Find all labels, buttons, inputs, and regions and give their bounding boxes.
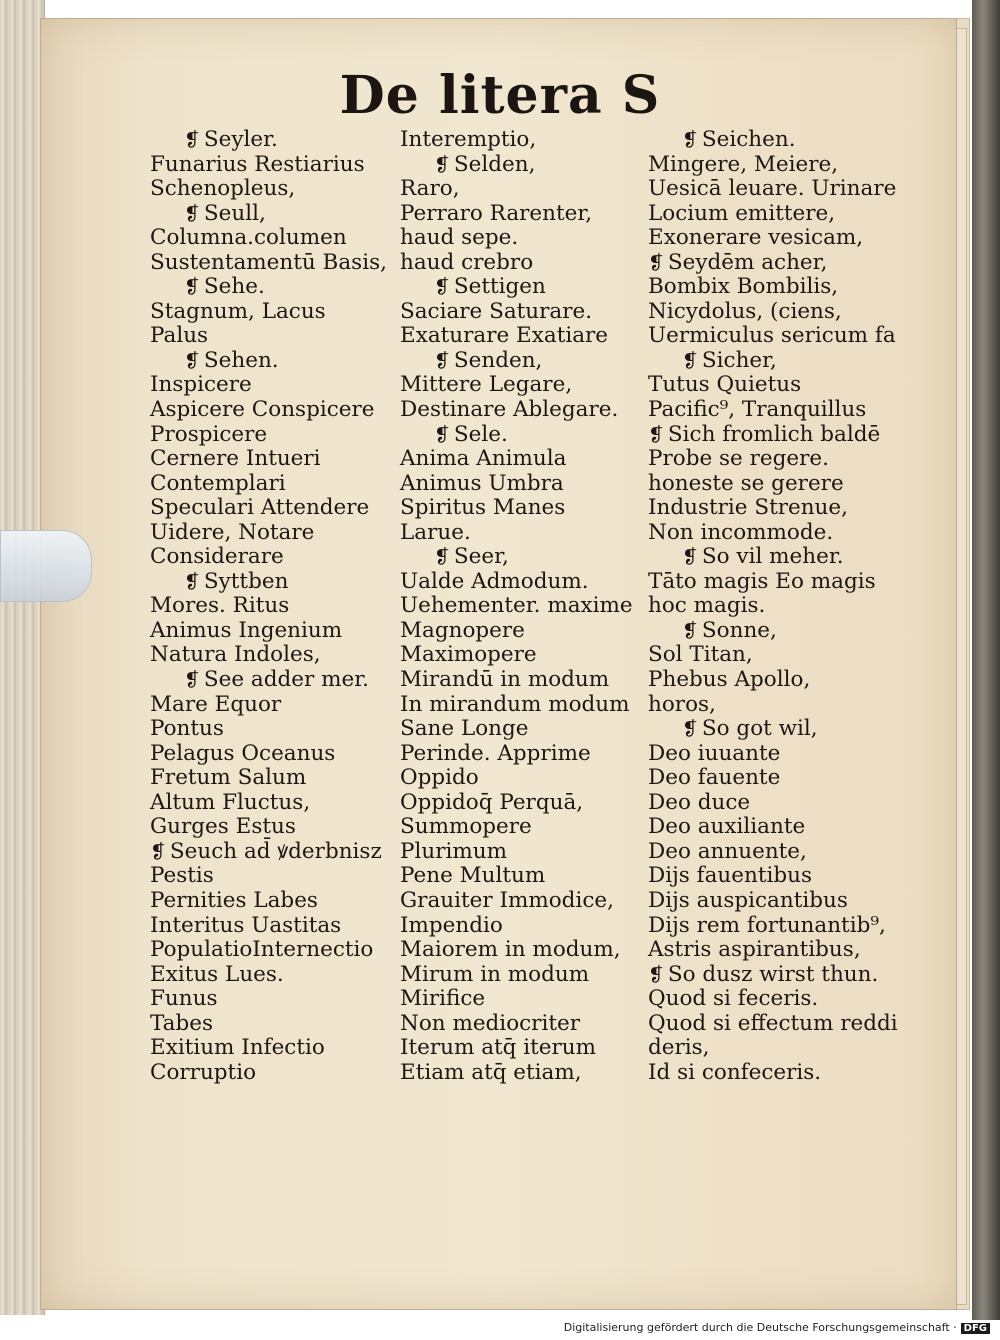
entry-line [150,815,387,840]
entry-text: Mare Equor [150,691,282,717]
entry-line [400,963,633,988]
column-2 [400,128,633,1085]
entry-text: So dusz wirst thun. [667,961,879,987]
entry-heading [400,423,633,448]
entry-line [648,521,898,546]
entry-line [150,521,387,546]
pilcrow-icon: ❡ [682,619,698,642]
entry-line [400,668,633,693]
entry-text: PopulatioInternectio [150,937,374,963]
entry-text: Interitus Uastitas [150,912,342,938]
entry-line [400,1012,633,1037]
pilcrow-icon: ❡ [648,963,664,986]
entry-text: Inspicere [150,372,252,398]
entry-heading [648,963,898,988]
entry-line [150,889,387,914]
entry-line [648,766,898,791]
entry-text: Aspicere Conspicere [150,397,375,423]
entry-line [400,594,633,619]
entry-text: Natura Indoles, [150,642,321,668]
entry-text: Seichen. [701,127,796,152]
entry-line [648,594,898,619]
entry-text: Mirifice [400,986,486,1012]
entry-text: Contemplari [150,470,286,496]
entry-line [400,1061,633,1086]
entry-line [150,717,387,742]
entry-text: haud crebro [400,249,534,275]
entry-line [150,864,387,889]
entry-line [400,226,633,251]
pilcrow-icon: ❡ [150,840,166,863]
entry-text: Animus Ingenium [150,617,343,643]
entry-line [648,1036,898,1061]
entry-line [150,545,387,570]
entry-line [648,864,898,889]
entry-heading [150,202,387,227]
entry-line [400,570,633,595]
entry-line [648,668,898,693]
entry-line [400,177,633,202]
entry-text: Fretum Salum [150,765,307,791]
entry-line [400,1036,633,1061]
entry-text: Exitus Lues. [150,961,284,987]
entry-heading [648,423,898,448]
entry-text: Locium emittere, [648,200,836,226]
entry-line [400,815,633,840]
entry-text: Dijs fauentibus [648,863,813,889]
entry-line [648,693,898,718]
entry-text: Grauiter Immodice, [400,887,614,913]
pilcrow-icon: ❡ [184,349,200,372]
entry-text: Columna.columen [150,225,347,251]
column-1 [150,128,387,1085]
entry-line [648,889,898,914]
entry-text: Raro, [400,176,460,202]
entry-text: Sich fromlich baldē [667,421,881,447]
entry-text: Sol Titan, [648,642,753,668]
entry-text: Maximopere [400,642,537,668]
pilcrow-icon: ❡ [648,423,664,446]
entry-text: Funarius Restiarius [150,151,365,177]
pilcrow-icon: ❡ [434,349,450,372]
entry-line [400,693,633,718]
entry-text: Spiritus Manes [400,495,566,521]
entry-text: Pestis [150,863,214,889]
entry-text: Palus [150,323,209,349]
pilcrow-icon: ❡ [184,129,200,151]
entry-line [150,963,387,988]
entry-text: Plurimum [400,838,507,864]
entry-line [150,251,387,276]
entry-text: Mores. Ritus [150,593,290,619]
entry-line [648,202,898,227]
entry-line [400,742,633,767]
entry-text: Deo annuente, [648,838,807,864]
entry-line [400,373,633,398]
entry-text: Uehementer. maxime [400,593,633,619]
entry-text: Bombix Bombilis, [648,274,839,300]
entry-text: Sehe. [203,274,265,300]
page-clip [0,530,92,602]
entry-text: Dijs auspicantibus [648,887,848,913]
entry-text: Seull, [203,200,266,226]
entry-text: Industrie Strenue, [648,495,848,521]
entry-text: Perraro Rarenter, [400,200,593,226]
entry-line [400,251,633,276]
entry-text: Maiorem in modum, [400,937,621,963]
entry-line [150,938,387,963]
entry-text: Deo fauente [648,765,781,791]
entry-heading [400,275,633,300]
entry-line [400,766,633,791]
entry-line [150,447,387,472]
entry-line [400,521,633,546]
entry-text: Seyler. [203,127,278,152]
entry-text: Pacific⁹, Tranquillus [648,397,867,423]
entry-line [150,472,387,497]
entry-line [648,987,898,1012]
entry-line [150,300,387,325]
entry-line [648,177,898,202]
entry-line [150,177,387,202]
entry-text: Exitium Infectio [150,1035,325,1061]
pilcrow-icon: ❡ [434,276,450,299]
book-edge [0,0,45,1315]
pilcrow-icon: ❡ [434,423,450,446]
entry-line [400,717,633,742]
entry-line [150,742,387,767]
entry-line [648,472,898,497]
entry-text: Settigen [453,274,546,300]
entry-text: Summopere [400,814,532,840]
entry-text: Pelagus Oceanus [150,740,336,766]
entry-line [648,373,898,398]
entry-text: Ualde Admodum. [400,568,589,594]
entry-heading [648,128,898,153]
dfg-logo: DFG [961,1323,990,1334]
entry-text: Mingere, Meiere, [648,151,839,177]
entry-text: So vil meher. [701,544,844,570]
entry-line [400,619,633,644]
entry-line [150,693,387,718]
entry-text: Exonerare vesicam, [648,225,864,251]
entry-line [400,324,633,349]
entry-text: Uermiculus sericum fa [648,323,896,349]
entry-text: Larue. [400,519,471,545]
entry-text: horos, [648,691,716,717]
entry-line [400,202,633,227]
entry-text: Non incommode. [648,519,834,545]
entry-line [400,987,633,1012]
entry-line [150,373,387,398]
entry-line [400,447,633,472]
entry-text: Pernities Labes [150,887,318,913]
entry-text: Deo auxiliante [648,814,806,840]
entry-text: Schenopleus, [150,176,296,202]
pilcrow-icon: ❡ [434,153,450,176]
entry-text: Exaturare Exatiare [400,323,609,349]
entry-text: Non mediocriter [400,1010,580,1036]
entry-line [648,226,898,251]
entry-text: Id si confeceris. [648,1059,822,1085]
entry-text: Pontus [150,716,224,742]
entry-text: honeste se gerere [648,470,844,496]
entry-text: Senden, [453,347,543,373]
entry-text: haud sepe. [400,225,519,251]
entry-line [150,791,387,816]
entry-text: Saciare Saturare. [400,298,593,324]
entry-text: Tāto magis Eo magis [648,568,876,594]
pilcrow-icon: ❡ [682,546,698,569]
entry-text: Magnopere [400,617,525,643]
entry-text: Sele. [453,421,508,447]
entry-heading [648,251,898,276]
entry-line [400,398,633,423]
entry-line [400,128,633,153]
entry-text: Uidere, Notare [150,519,315,545]
entry-text: Destinare Ablegare. [400,397,619,423]
entry-text: So got wil, [701,716,818,742]
entry-line [648,643,898,668]
entry-line [648,275,898,300]
entry-heading [400,349,633,374]
entry-line [150,226,387,251]
entry-text: Impendio [400,912,503,938]
entry-line [150,398,387,423]
entry-line [648,496,898,521]
entry-text: Sehen. [203,347,279,373]
entry-line [400,300,633,325]
entry-text: Quod si effectum reddi [648,1010,898,1036]
entry-line [648,938,898,963]
entry-line [648,153,898,178]
entry-text: deris, [648,1035,710,1061]
entry-line [400,791,633,816]
entry-line [648,324,898,349]
entry-line [400,496,633,521]
entry-text: Gurges Estus [150,814,296,840]
entry-line [400,914,633,939]
entry-heading [150,128,387,153]
pilcrow-icon: ❡ [434,546,450,569]
entry-text: Seydēm acher, [667,249,828,275]
entry-text: hoc magis. [648,593,766,619]
scan-border-right [972,0,1000,1320]
entry-text: Mirum in modum [400,961,590,987]
entry-line [400,643,633,668]
entry-text: Syttben [203,568,289,594]
entry-line [648,914,898,939]
entry-text: Mirandū in modum [400,667,610,693]
entry-text: Uesicā leuare. Urinare [648,176,897,202]
entry-line [648,447,898,472]
entry-line [648,570,898,595]
entry-heading [648,349,898,374]
entry-line [400,840,633,865]
entry-text: Interemptio, [400,127,537,152]
entry-line [150,496,387,521]
entry-text: See adder mer. [203,667,369,693]
entry-line [150,153,387,178]
entry-text: Astris aspirantibus, [648,937,861,963]
entry-line [648,742,898,767]
entry-line [150,987,387,1012]
entry-line [150,619,387,644]
entry-text: In mirandum modum [400,691,630,717]
entry-heading [150,275,387,300]
pilcrow-icon: ❡ [682,129,698,151]
pilcrow-icon: ❡ [184,669,200,692]
entry-text: Oppidoq̄ Perquā, [400,789,584,815]
entry-heading [400,545,633,570]
entry-line [648,300,898,325]
entry-text: Sustentamentū Basis, [150,249,387,275]
pilcrow-icon: ❡ [682,349,698,372]
entry-line [150,1012,387,1037]
entry-text: Nicydolus, (ciens, [648,298,842,324]
entry-text: Animus Umbra [400,470,564,496]
entry-heading [400,153,633,178]
entry-text: Considerare [150,544,284,570]
entry-text: Deo duce [648,789,751,815]
entry-text: Selden, [453,151,536,177]
entry-text: Seer, [453,544,509,570]
entry-line [648,791,898,816]
entry-text: Tutus Quietus [648,372,802,398]
entry-text: Pene Multum [400,863,546,889]
page-title: De litera S [339,65,661,126]
entry-text: Probe se regere. [648,446,829,472]
entry-text: Etiam atq̄ etiam, [400,1059,582,1085]
entry-heading [648,717,898,742]
entry-line [648,1012,898,1037]
entry-text: Oppido [400,765,479,791]
entry-line [150,594,387,619]
entry-line [150,643,387,668]
entry-line [150,324,387,349]
entry-text: Dijs rem fortunantib⁹, [648,912,886,938]
entry-text: Deo iuuante [648,740,781,766]
pilcrow-icon: ❡ [648,251,664,274]
entry-text: Stagnum, Lacus [150,298,326,324]
pilcrow-icon: ❡ [184,276,200,299]
entry-text: Tabes [150,1010,214,1036]
entry-text: Sonne, [701,617,777,643]
entry-text: Anima Animula [400,446,567,472]
entry-line [648,840,898,865]
entry-line [150,914,387,939]
entry-text: Iterum atq̄ iterum [400,1035,597,1061]
entry-text: Cernere Intueri [150,446,321,472]
entry-line [648,1061,898,1086]
entry-line [400,889,633,914]
entry-text: Sane Longe [400,716,529,742]
entry-line [150,766,387,791]
entry-heading [150,570,387,595]
entry-line [400,864,633,889]
entry-text: Prospicere [150,421,268,447]
footer-text: Digitalisierung gefördert durch die Deutsche Forschungsgemeinschaft · [563,1321,957,1334]
entry-text: Speculari Attendere [150,495,370,521]
pilcrow-icon: ❡ [682,718,698,741]
entry-line [150,423,387,448]
entry-heading [150,668,387,693]
footer-credit [564,1321,990,1334]
entry-line [648,815,898,840]
entry-text: Perinde. Apprime [400,740,591,766]
entry-line [150,1036,387,1061]
entry-text: Mittere Legare, [400,372,573,398]
entry-line [400,938,633,963]
entry-heading [648,545,898,570]
entry-text: Altum Fluctus, [150,789,311,815]
pilcrow-icon: ❡ [184,202,200,225]
entry-heading [150,840,387,865]
entry-line [648,398,898,423]
entry-text: Funus [150,986,218,1012]
entry-heading [648,619,898,644]
entry-text: Corruptio [150,1059,257,1085]
column-3 [648,128,898,1085]
entry-text: Quod si feceris. [648,986,819,1012]
entry-text: Sicher, [701,347,777,373]
pilcrow-icon: ❡ [184,570,200,593]
entry-line [150,1061,387,1086]
entry-heading [150,349,387,374]
entry-text: Phebus Apollo, [648,667,811,693]
entry-line [400,472,633,497]
entry-text: Seuch ad̄ ꝟderbnisz [169,838,382,864]
